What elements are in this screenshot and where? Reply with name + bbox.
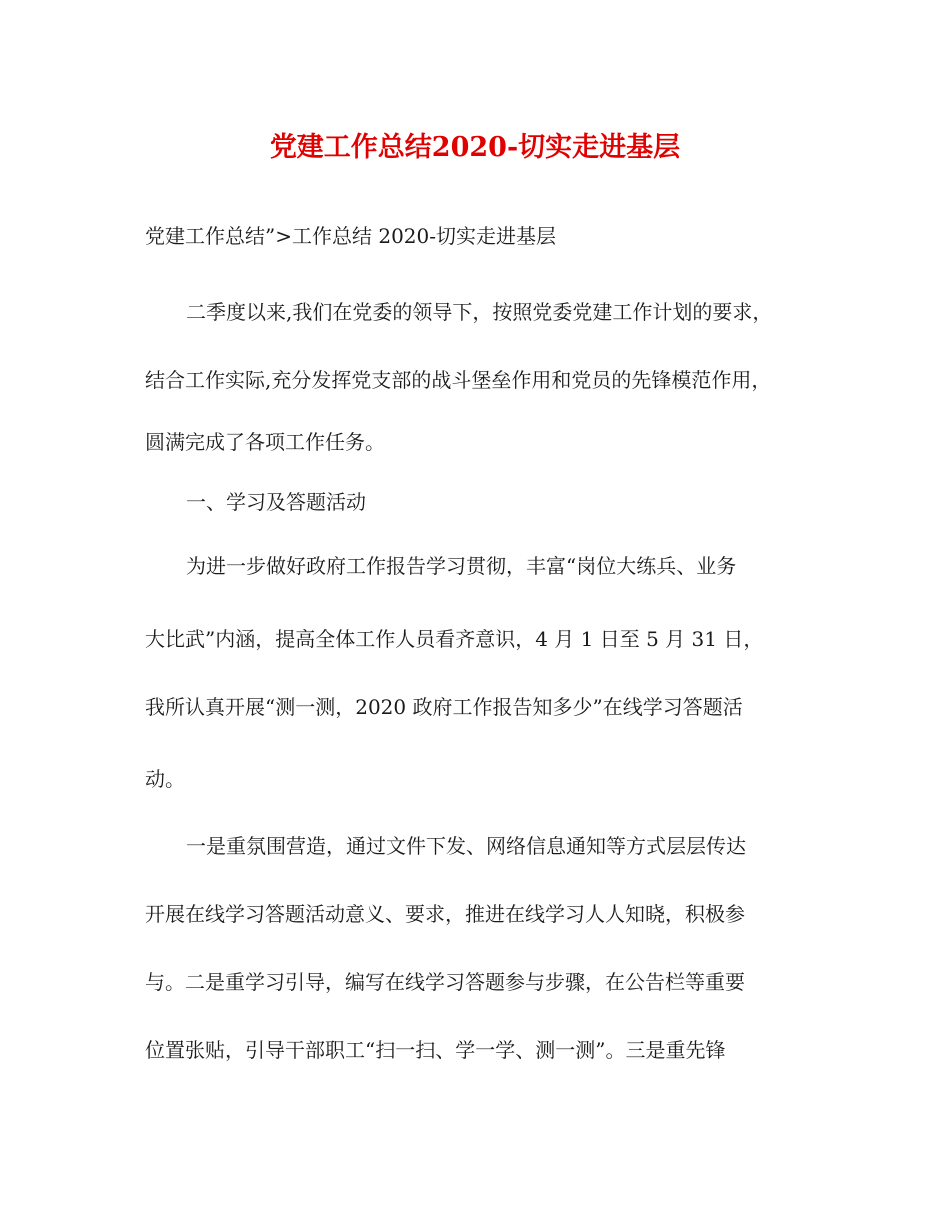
paragraph-line: 大比武”内涵，提高全体工作人员看齐意识，4 月 1 日至 5 月 31 日， bbox=[145, 627, 764, 651]
paragraph-line: 圆满完成了各项工作任务。 bbox=[145, 430, 385, 454]
paragraph-line: 为进一步做好政府工作报告学习贯彻，丰富“岗位大练兵、业务 bbox=[186, 554, 737, 578]
paragraph-line: 与。二是重学习引导，编写在线学习答题参与步骤，在公告栏等重要 bbox=[145, 970, 745, 994]
document-title: 党建工作总结2020-切实走进基层 bbox=[269, 132, 681, 163]
paragraph-line: 我所认真开展“测一测，2020 政府工作报告知多少”在线学习答题活 bbox=[145, 695, 743, 719]
section-heading: 一、学习及答题活动 bbox=[186, 490, 366, 514]
paragraph-line: 动。 bbox=[145, 767, 185, 791]
paragraph-line: 一是重氛围营造，通过文件下发、网络信息通知等方式层层传达 bbox=[186, 834, 746, 858]
paragraph-line: 结合工作实际,充分发挥党支部的战斗堡垒作用和党员的先锋模范作用， bbox=[145, 368, 772, 392]
paragraph-line: 二季度以来,我们在党委的领导下，按照党委党建工作计划的要求， bbox=[186, 300, 773, 324]
source-line: 党建工作总结”>工作总结 2020-切实走进基层 bbox=[145, 224, 556, 248]
paragraph-line: 位置张贴，引导干部职工“扫一扫、学一学、测一测”。三是重先锋 bbox=[145, 1038, 726, 1062]
paragraph-line: 开展在线学习答题活动意义、要求，推进在线学习人人知晓，积极参 bbox=[145, 902, 745, 926]
